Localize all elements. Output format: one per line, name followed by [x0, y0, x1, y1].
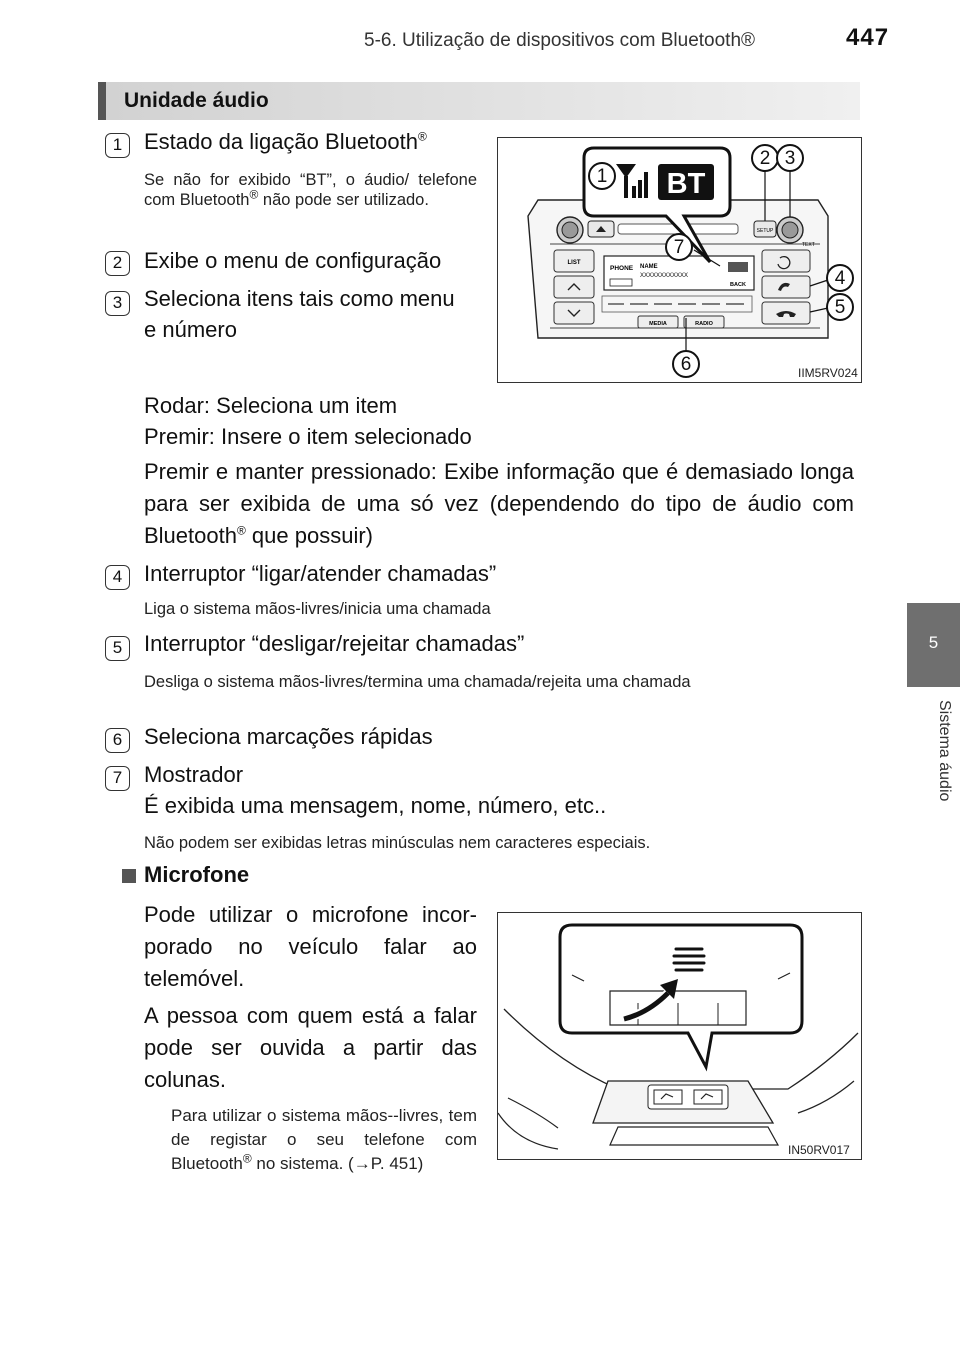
item-title-3-line2: e número [144, 317, 237, 342]
display-back: BACK [730, 282, 746, 288]
callout-2: 2 [751, 144, 779, 172]
registered-mark: ® [236, 523, 246, 538]
microphone-note-a: Para utilizar o sistema mãos--livres, tem de registar o seu telefone com Bluetooth [171, 1106, 477, 1173]
page-number: 447 [846, 24, 890, 51]
running-header: 5-6. Utilização de dispositivos com Bluetooth® [364, 30, 756, 51]
item-number-1: 1 [105, 133, 130, 158]
item-title-4: Interruptor “ligar/atender chamadas” [144, 561, 497, 586]
section-title: Unidade áudio [124, 89, 269, 112]
callout-1: 1 [588, 162, 616, 190]
item-number-2: 2 [105, 251, 130, 276]
audio-unit-figure [497, 137, 862, 383]
text-label: TEXT [802, 242, 815, 248]
callout-3: 3 [776, 144, 804, 172]
item-number-3: 3 [105, 291, 130, 316]
item-line-7: É exibida uma mensagem, nome, número, etc.. [144, 793, 607, 818]
registered-mark: ® [249, 187, 259, 202]
item-title-5: Interruptor “desligar/rejeitar chamadas” [144, 631, 525, 656]
press-text: Premir: Insere o item selecionado [144, 424, 472, 449]
item-desc-4: Liga o sistema mãos-livres/inicia uma chamada [144, 600, 491, 618]
item-number-4: 4 [105, 565, 130, 590]
callout-6: 6 [672, 350, 700, 378]
microphone-note-b: no sistema. (→P. 451) [251, 1154, 424, 1173]
microphone-heading: Microfone [144, 862, 250, 887]
chapter-label: Sistema áudio [936, 700, 953, 802]
display-number: XXXXXXXXXXXX [640, 273, 689, 279]
item-title-6: Seleciona marcações rápidas [144, 724, 433, 749]
item-title-2: Exibe o menu de configuração [144, 248, 442, 273]
microphone-illustration [498, 913, 860, 1158]
hold-text [144, 456, 854, 552]
item-number-5: 5 [105, 636, 130, 661]
item-desc-5: Desliga o sistema mãos-livres/termina uma chamada/rejeita uma chamada [144, 673, 691, 691]
hold-text-b: que possuir) [245, 523, 373, 548]
square-bullet-icon [122, 869, 136, 883]
callout-7: 7 [665, 233, 693, 261]
microphone-para-2: A pessoa com quem está a falar pode ser ouvida a partir das colunas. [144, 1003, 477, 1092]
item-title-7: Mostrador [144, 762, 244, 787]
list-label: LIST [567, 260, 581, 266]
display-phone: PHONE [610, 265, 634, 272]
figure-code: IN50RV017 [788, 1143, 850, 1157]
figure-code: IIM5RV024 [798, 366, 858, 380]
microphone-figure [497, 912, 862, 1160]
radio-label: RADIO [695, 321, 713, 327]
item-title-1 [144, 126, 427, 157]
item-desc-1-a: Se não for exibido “BT”, o áudio/ telefone com Bluetooth [144, 171, 477, 209]
section-header [98, 82, 860, 120]
setup-label: SETUP [756, 228, 774, 234]
item-desc-7: Não podem ser exibidas letras minúsculas nem caracteres especiais. [144, 834, 651, 852]
item-desc-1-b: não pode ser utilizado. [258, 191, 429, 209]
item-number-7: 7 [105, 766, 130, 791]
callout-4: 4 [826, 264, 854, 292]
media-label: MEDIA [649, 321, 667, 327]
item-desc-1 [144, 170, 477, 210]
callout-5: 5 [826, 293, 854, 321]
item-number-6: 6 [105, 728, 130, 753]
display-name: NAME [640, 264, 658, 270]
microphone-note [171, 1104, 477, 1176]
registered-mark: ® [242, 1151, 252, 1166]
bt-indicator: BT [666, 168, 706, 200]
rotate-text: Rodar: Seleciona um item [144, 393, 398, 418]
chapter-tab: 5 [907, 603, 960, 687]
hold-text-a: Premir e manter pressionado: Exibe informação que é demasiado longa para ser exibida de uma só vez (dependendo do tipo de áudio com Bluetooth [144, 459, 854, 548]
microphone-para-1: Pode utilizar o microfone incor-porado no veículo falar ao telemóvel. [144, 902, 477, 991]
item-title-1-text: Estado da ligação Bluetooth [144, 129, 418, 154]
item-title-3-line1: Seleciona itens tais como menu [144, 286, 455, 311]
registered-mark: ® [417, 129, 427, 144]
